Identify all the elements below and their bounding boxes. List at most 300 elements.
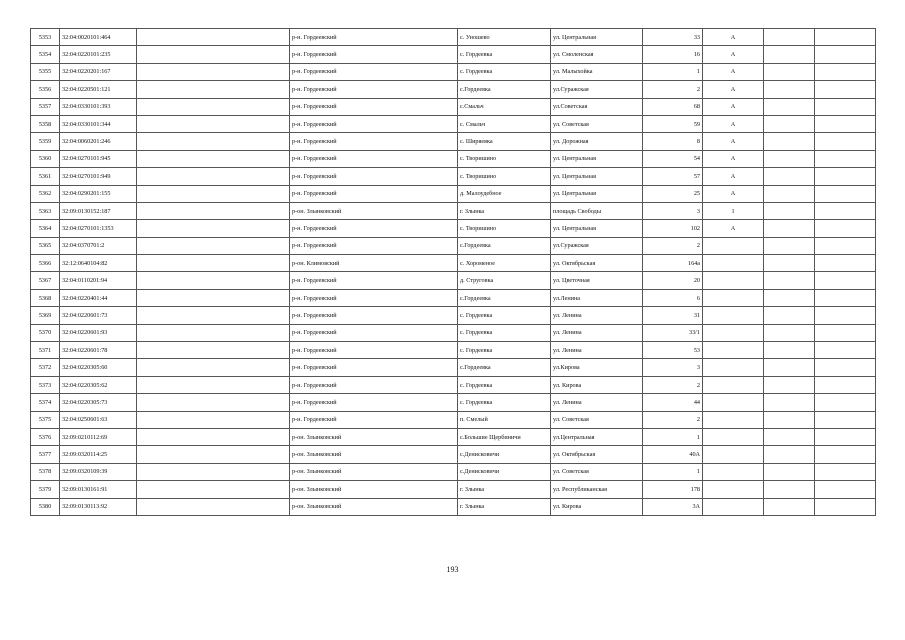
row-number-cell: 5372 bbox=[31, 359, 60, 376]
empty-cell bbox=[137, 81, 290, 98]
district-cell: р-н. Гордеевский bbox=[290, 185, 458, 202]
district-cell: р-н. Гордеевский bbox=[290, 133, 458, 150]
cadastral-number-cell: 32:04:0220601:93 bbox=[60, 324, 137, 341]
house-number-cell: 20 bbox=[643, 272, 703, 289]
house-number-cell: 2 bbox=[643, 81, 703, 98]
row-number-cell: 5375 bbox=[31, 411, 60, 428]
empty-cell bbox=[764, 481, 815, 498]
street-cell: площадь Свободы bbox=[551, 202, 643, 219]
district-cell: р-н. Гордеевский bbox=[290, 237, 458, 254]
letter-cell bbox=[703, 289, 764, 306]
letter-cell bbox=[703, 498, 764, 515]
settlement-cell: с. Творишино bbox=[458, 220, 551, 237]
street-cell: ул. Ленина bbox=[551, 307, 643, 324]
empty-cell bbox=[815, 498, 876, 515]
letter-cell bbox=[703, 463, 764, 480]
cadastral-number-cell: 32:04:0250601:63 bbox=[60, 411, 137, 428]
empty-cell bbox=[815, 272, 876, 289]
empty-cell bbox=[137, 463, 290, 480]
table-row bbox=[31, 63, 876, 80]
settlement-cell: с.Денисковичи bbox=[458, 446, 551, 463]
empty-cell bbox=[764, 446, 815, 463]
district-cell: р-н. Гордеевский bbox=[290, 29, 458, 46]
house-number-cell: 178 bbox=[643, 481, 703, 498]
house-number-cell: 31 bbox=[643, 307, 703, 324]
table-row bbox=[31, 255, 876, 272]
house-number-cell: 25 bbox=[643, 185, 703, 202]
settlement-cell: д. Струговка bbox=[458, 272, 551, 289]
letter-cell: А bbox=[703, 46, 764, 63]
empty-cell bbox=[764, 272, 815, 289]
empty-cell bbox=[137, 150, 290, 167]
letter-cell: А bbox=[703, 168, 764, 185]
settlement-cell: с.Гордеевка bbox=[458, 81, 551, 98]
letter-cell bbox=[703, 481, 764, 498]
settlement-cell: с. Гордеевка bbox=[458, 63, 551, 80]
empty-cell bbox=[137, 394, 290, 411]
street-cell: ул. Центральная bbox=[551, 168, 643, 185]
empty-cell bbox=[137, 29, 290, 46]
empty-cell bbox=[764, 46, 815, 63]
house-number-cell: 33/1 bbox=[643, 324, 703, 341]
table-row bbox=[31, 150, 876, 167]
street-cell: ул.Кирова bbox=[551, 359, 643, 376]
empty-cell bbox=[815, 150, 876, 167]
cadastral-number-cell: 32:04:0220601:73 bbox=[60, 307, 137, 324]
table-row bbox=[31, 133, 876, 150]
house-number-cell: 33 bbox=[643, 29, 703, 46]
empty-cell bbox=[137, 133, 290, 150]
letter-cell bbox=[703, 324, 764, 341]
district-cell: р-он. Злынковский bbox=[290, 463, 458, 480]
table-row bbox=[31, 342, 876, 359]
cadastral-number-cell: 32:12:0640104:82 bbox=[60, 255, 137, 272]
empty-cell bbox=[815, 81, 876, 98]
cadastral-number-cell: 32:09:0320114:25 bbox=[60, 446, 137, 463]
empty-cell bbox=[764, 359, 815, 376]
row-number-cell: 5367 bbox=[31, 272, 60, 289]
empty-cell bbox=[137, 115, 290, 132]
letter-cell: А bbox=[703, 98, 764, 115]
street-cell: ул. Кирова bbox=[551, 498, 643, 515]
settlement-cell: с. Гордеевка bbox=[458, 324, 551, 341]
street-cell: ул.Советская bbox=[551, 98, 643, 115]
table-row bbox=[31, 115, 876, 132]
settlement-cell: с.Гордеевка bbox=[458, 359, 551, 376]
row-number-cell: 5368 bbox=[31, 289, 60, 306]
cadastral-number-cell: 32:09:0210112:69 bbox=[60, 428, 137, 445]
district-cell: р-н. Гордеевский bbox=[290, 150, 458, 167]
row-number-cell: 5358 bbox=[31, 115, 60, 132]
empty-cell bbox=[764, 98, 815, 115]
row-number-cell: 5371 bbox=[31, 342, 60, 359]
table-row bbox=[31, 376, 876, 393]
cadastral-number-cell: 32:04:0220401:44 bbox=[60, 289, 137, 306]
house-number-cell: 3 bbox=[643, 202, 703, 219]
table-row bbox=[31, 428, 876, 445]
table-row bbox=[31, 98, 876, 115]
street-cell: ул. Центральная bbox=[551, 29, 643, 46]
district-cell: р-н. Гордеевский bbox=[290, 289, 458, 306]
row-number-cell: 5360 bbox=[31, 150, 60, 167]
district-cell: р-он. Злынковский bbox=[290, 481, 458, 498]
settlement-cell: с.Большие Щербиничи bbox=[458, 428, 551, 445]
settlement-cell: с. Гордеевка bbox=[458, 394, 551, 411]
house-number-cell: 57 bbox=[643, 168, 703, 185]
empty-cell bbox=[815, 463, 876, 480]
letter-cell bbox=[703, 307, 764, 324]
street-cell: ул. Смоленская bbox=[551, 46, 643, 63]
empty-cell bbox=[764, 237, 815, 254]
table-row bbox=[31, 307, 876, 324]
empty-cell bbox=[815, 376, 876, 393]
cadastral-number-cell: 32:04:0220305:60 bbox=[60, 359, 137, 376]
row-number-cell: 5366 bbox=[31, 255, 60, 272]
cadastral-number-cell: 32:04:0330101:344 bbox=[60, 115, 137, 132]
empty-cell bbox=[764, 202, 815, 219]
cadastral-number-cell: 32:04:0270101:1353 bbox=[60, 220, 137, 237]
settlement-cell: г. Злынка bbox=[458, 481, 551, 498]
row-number-cell: 5380 bbox=[31, 498, 60, 515]
table-row bbox=[31, 498, 876, 515]
empty-cell bbox=[137, 446, 290, 463]
street-cell: ул. Советская bbox=[551, 463, 643, 480]
row-number-cell: 5357 bbox=[31, 98, 60, 115]
settlement-cell: с. Хороменое bbox=[458, 255, 551, 272]
letter-cell bbox=[703, 272, 764, 289]
table-row bbox=[31, 46, 876, 63]
empty-cell bbox=[815, 255, 876, 272]
empty-cell bbox=[815, 168, 876, 185]
empty-cell bbox=[815, 185, 876, 202]
table-row bbox=[31, 185, 876, 202]
district-cell: р-н. Гордеевский bbox=[290, 98, 458, 115]
street-cell: ул. Малыхойка bbox=[551, 63, 643, 80]
letter-cell bbox=[703, 255, 764, 272]
empty-cell bbox=[764, 307, 815, 324]
street-cell: ул. Центральная bbox=[551, 185, 643, 202]
house-number-cell: 2 bbox=[643, 411, 703, 428]
table-row bbox=[31, 411, 876, 428]
settlement-cell: с.Гордеевка bbox=[458, 289, 551, 306]
empty-cell bbox=[764, 255, 815, 272]
letter-cell: А bbox=[703, 185, 764, 202]
street-cell: ул. Ленина bbox=[551, 394, 643, 411]
row-number-cell: 5377 bbox=[31, 446, 60, 463]
row-number-cell: 5364 bbox=[31, 220, 60, 237]
empty-cell bbox=[815, 394, 876, 411]
district-cell: р-н. Гордеевский bbox=[290, 411, 458, 428]
empty-cell bbox=[815, 446, 876, 463]
letter-cell: А bbox=[703, 81, 764, 98]
house-number-cell: 1 bbox=[643, 463, 703, 480]
street-cell: ул.Суражская bbox=[551, 237, 643, 254]
cadastral-number-cell: 32:04:0220305:73 bbox=[60, 394, 137, 411]
settlement-cell: с. Смальч bbox=[458, 115, 551, 132]
cadastral-number-cell: 32:04:0060201:246 bbox=[60, 133, 137, 150]
letter-cell: 1 bbox=[703, 202, 764, 219]
cadastral-number-cell: 32:04:0330101:393 bbox=[60, 98, 137, 115]
district-cell: р-н. Гордеевский bbox=[290, 324, 458, 341]
street-cell: ул. Цветочная bbox=[551, 272, 643, 289]
empty-cell bbox=[764, 168, 815, 185]
letter-cell: А bbox=[703, 220, 764, 237]
district-cell: р-н. Гордеевский bbox=[290, 81, 458, 98]
empty-cell bbox=[764, 498, 815, 515]
district-cell: р-н. Гордеевский bbox=[290, 63, 458, 80]
empty-cell bbox=[137, 498, 290, 515]
empty-cell bbox=[764, 115, 815, 132]
row-number-cell: 5379 bbox=[31, 481, 60, 498]
empty-cell bbox=[137, 98, 290, 115]
empty-cell bbox=[815, 98, 876, 115]
empty-cell bbox=[137, 237, 290, 254]
cadastral-number-cell: 32:09:0130152:187 bbox=[60, 202, 137, 219]
row-number-cell: 5370 bbox=[31, 324, 60, 341]
house-number-cell: 2 bbox=[643, 376, 703, 393]
table-row bbox=[31, 289, 876, 306]
row-number-cell: 5362 bbox=[31, 185, 60, 202]
row-number-cell: 5353 bbox=[31, 29, 60, 46]
cadastral-number-cell: 32:04:0220305:62 bbox=[60, 376, 137, 393]
empty-cell bbox=[137, 342, 290, 359]
empty-cell bbox=[137, 428, 290, 445]
empty-cell bbox=[764, 81, 815, 98]
letter-cell: А bbox=[703, 115, 764, 132]
registry-table bbox=[30, 28, 876, 516]
empty-cell bbox=[764, 342, 815, 359]
table-row bbox=[31, 394, 876, 411]
empty-cell bbox=[815, 202, 876, 219]
row-number-cell: 5376 bbox=[31, 428, 60, 445]
district-cell: р-он. Злынковский bbox=[290, 202, 458, 219]
page-number: 193 bbox=[446, 565, 459, 574]
row-number-cell: 5378 bbox=[31, 463, 60, 480]
street-cell: ул. Советская bbox=[551, 411, 643, 428]
empty-cell bbox=[815, 237, 876, 254]
table-body bbox=[31, 29, 876, 516]
settlement-cell: г. Злынка bbox=[458, 498, 551, 515]
row-number-cell: 5369 bbox=[31, 307, 60, 324]
cadastral-number-cell: 32:04:0270101:945 bbox=[60, 150, 137, 167]
empty-cell bbox=[815, 342, 876, 359]
house-number-cell: 1 bbox=[643, 63, 703, 80]
empty-cell bbox=[815, 46, 876, 63]
table-row bbox=[31, 481, 876, 498]
cadastral-number-cell: 32:04:0370701:2 bbox=[60, 237, 137, 254]
cadastral-number-cell: 32:04:0220201:167 bbox=[60, 63, 137, 80]
letter-cell bbox=[703, 376, 764, 393]
empty-cell bbox=[815, 115, 876, 132]
street-cell: ул.Ленина bbox=[551, 289, 643, 306]
row-number-cell: 5356 bbox=[31, 81, 60, 98]
row-number-cell: 5363 bbox=[31, 202, 60, 219]
row-number-cell: 5374 bbox=[31, 394, 60, 411]
settlement-cell: с. Гордеевка bbox=[458, 46, 551, 63]
cadastral-number-cell: 32:04:0020101:464 bbox=[60, 29, 137, 46]
cadastral-number-cell: 32:04:0220101:235 bbox=[60, 46, 137, 63]
empty-cell bbox=[815, 289, 876, 306]
empty-cell bbox=[137, 376, 290, 393]
house-number-cell: 8 bbox=[643, 133, 703, 150]
house-number-cell: 44 bbox=[643, 394, 703, 411]
street-cell: ул.Центральная bbox=[551, 428, 643, 445]
letter-cell: А bbox=[703, 133, 764, 150]
empty-cell bbox=[764, 463, 815, 480]
district-cell: р-н. Гордеевский bbox=[290, 220, 458, 237]
settlement-cell: п. Смелый bbox=[458, 411, 551, 428]
district-cell: р-он. Злынковский bbox=[290, 498, 458, 515]
empty-cell bbox=[764, 428, 815, 445]
district-cell: р-н. Гордеевский bbox=[290, 342, 458, 359]
house-number-cell: 53 bbox=[643, 342, 703, 359]
empty-cell bbox=[815, 133, 876, 150]
empty-cell bbox=[764, 324, 815, 341]
district-cell: р-н. Гордеевский bbox=[290, 115, 458, 132]
row-number-cell: 5355 bbox=[31, 63, 60, 80]
empty-cell bbox=[815, 411, 876, 428]
empty-cell bbox=[137, 481, 290, 498]
house-number-cell: 6 bbox=[643, 289, 703, 306]
letter-cell: А bbox=[703, 63, 764, 80]
cadastral-number-cell: 32:09:0130113:92 bbox=[60, 498, 137, 515]
street-cell: ул.Суражская bbox=[551, 81, 643, 98]
house-number-cell: 2 bbox=[643, 237, 703, 254]
empty-cell bbox=[764, 185, 815, 202]
empty-cell bbox=[137, 289, 290, 306]
letter-cell: А bbox=[703, 29, 764, 46]
settlement-cell: с.Денисковичи bbox=[458, 463, 551, 480]
table-row bbox=[31, 220, 876, 237]
house-number-cell: 102 bbox=[643, 220, 703, 237]
street-cell: ул. Центральная bbox=[551, 220, 643, 237]
row-number-cell: 5373 bbox=[31, 376, 60, 393]
empty-cell bbox=[137, 220, 290, 237]
cadastral-number-cell: 32:04:0290201:155 bbox=[60, 185, 137, 202]
house-number-cell: 59 bbox=[643, 115, 703, 132]
cadastral-number-cell: 32:04:0110201:94 bbox=[60, 272, 137, 289]
street-cell: ул. Центральная bbox=[551, 150, 643, 167]
house-number-cell: 16 bbox=[643, 46, 703, 63]
district-cell: р-н. Гордеевский bbox=[290, 359, 458, 376]
empty-cell bbox=[764, 289, 815, 306]
street-cell: ул. Советская bbox=[551, 115, 643, 132]
table-row bbox=[31, 237, 876, 254]
table-row bbox=[31, 272, 876, 289]
street-cell: ул. Дорожная bbox=[551, 133, 643, 150]
cadastral-number-cell: 32:09:0130161:91 bbox=[60, 481, 137, 498]
cadastral-number-cell: 32:04:0270101:949 bbox=[60, 168, 137, 185]
district-cell: р-н. Гордеевский bbox=[290, 376, 458, 393]
row-number-cell: 5365 bbox=[31, 237, 60, 254]
street-cell: ул. Октябрьская bbox=[551, 255, 643, 272]
settlement-cell: с. Гордеевка bbox=[458, 307, 551, 324]
settlement-cell: с. Гордеевка bbox=[458, 376, 551, 393]
table-row bbox=[31, 446, 876, 463]
settlement-cell: с. Ширяевка bbox=[458, 133, 551, 150]
empty-cell bbox=[815, 481, 876, 498]
street-cell: ул. Ленина bbox=[551, 342, 643, 359]
empty-cell bbox=[137, 272, 290, 289]
empty-cell bbox=[764, 133, 815, 150]
empty-cell bbox=[764, 394, 815, 411]
empty-cell bbox=[815, 220, 876, 237]
empty-cell bbox=[815, 63, 876, 80]
house-number-cell: 3 bbox=[643, 359, 703, 376]
row-number-cell: 5359 bbox=[31, 133, 60, 150]
row-number-cell: 5361 bbox=[31, 168, 60, 185]
street-cell: ул. Ленина bbox=[551, 324, 643, 341]
settlement-cell: с. Уношево bbox=[458, 29, 551, 46]
table-row bbox=[31, 29, 876, 46]
empty-cell bbox=[137, 185, 290, 202]
district-cell: р-он. Климовский bbox=[290, 255, 458, 272]
empty-cell bbox=[137, 255, 290, 272]
empty-cell bbox=[815, 359, 876, 376]
empty-cell bbox=[137, 202, 290, 219]
district-cell: р-он. Злынковский bbox=[290, 446, 458, 463]
letter-cell bbox=[703, 237, 764, 254]
district-cell: р-н. Гордеевский bbox=[290, 46, 458, 63]
empty-cell bbox=[815, 307, 876, 324]
empty-cell bbox=[764, 29, 815, 46]
empty-cell bbox=[815, 324, 876, 341]
letter-cell bbox=[703, 394, 764, 411]
table-row bbox=[31, 359, 876, 376]
table-row bbox=[31, 463, 876, 480]
street-cell: ул. Республиканская bbox=[551, 481, 643, 498]
settlement-cell: д. Малоудебное bbox=[458, 185, 551, 202]
table-row bbox=[31, 168, 876, 185]
table-row bbox=[31, 324, 876, 341]
empty-cell bbox=[764, 411, 815, 428]
empty-cell bbox=[137, 63, 290, 80]
empty-cell bbox=[137, 46, 290, 63]
district-cell: р-н. Гордеевский bbox=[290, 272, 458, 289]
letter-cell bbox=[703, 446, 764, 463]
house-number-cell: 3А bbox=[643, 498, 703, 515]
cadastral-number-cell: 32:04:0220501:121 bbox=[60, 81, 137, 98]
empty-cell bbox=[137, 168, 290, 185]
settlement-cell: с.Гордеевка bbox=[458, 237, 551, 254]
settlement-cell: с. Гордеевка bbox=[458, 342, 551, 359]
letter-cell bbox=[703, 359, 764, 376]
district-cell: р-н. Гордеевский bbox=[290, 168, 458, 185]
table-row bbox=[31, 202, 876, 219]
empty-cell bbox=[764, 150, 815, 167]
empty-cell bbox=[764, 220, 815, 237]
row-number-cell: 5354 bbox=[31, 46, 60, 63]
district-cell: р-н. Гордеевский bbox=[290, 307, 458, 324]
table-row bbox=[31, 81, 876, 98]
settlement-cell: с. Творишино bbox=[458, 150, 551, 167]
street-cell: ул. Октябрьская bbox=[551, 446, 643, 463]
house-number-cell: 1 bbox=[643, 428, 703, 445]
street-cell: ул. Кирова bbox=[551, 376, 643, 393]
house-number-cell: 40А bbox=[643, 446, 703, 463]
empty-cell bbox=[764, 63, 815, 80]
empty-cell bbox=[137, 324, 290, 341]
empty-cell bbox=[815, 29, 876, 46]
letter-cell: А bbox=[703, 150, 764, 167]
cadastral-number-cell: 32:04:0220601:78 bbox=[60, 342, 137, 359]
house-number-cell: 54 bbox=[643, 150, 703, 167]
empty-cell bbox=[764, 376, 815, 393]
empty-cell bbox=[815, 428, 876, 445]
settlement-cell: с. Творишино bbox=[458, 168, 551, 185]
house-number-cell: 68 bbox=[643, 98, 703, 115]
district-cell: р-он. Злынковский bbox=[290, 428, 458, 445]
